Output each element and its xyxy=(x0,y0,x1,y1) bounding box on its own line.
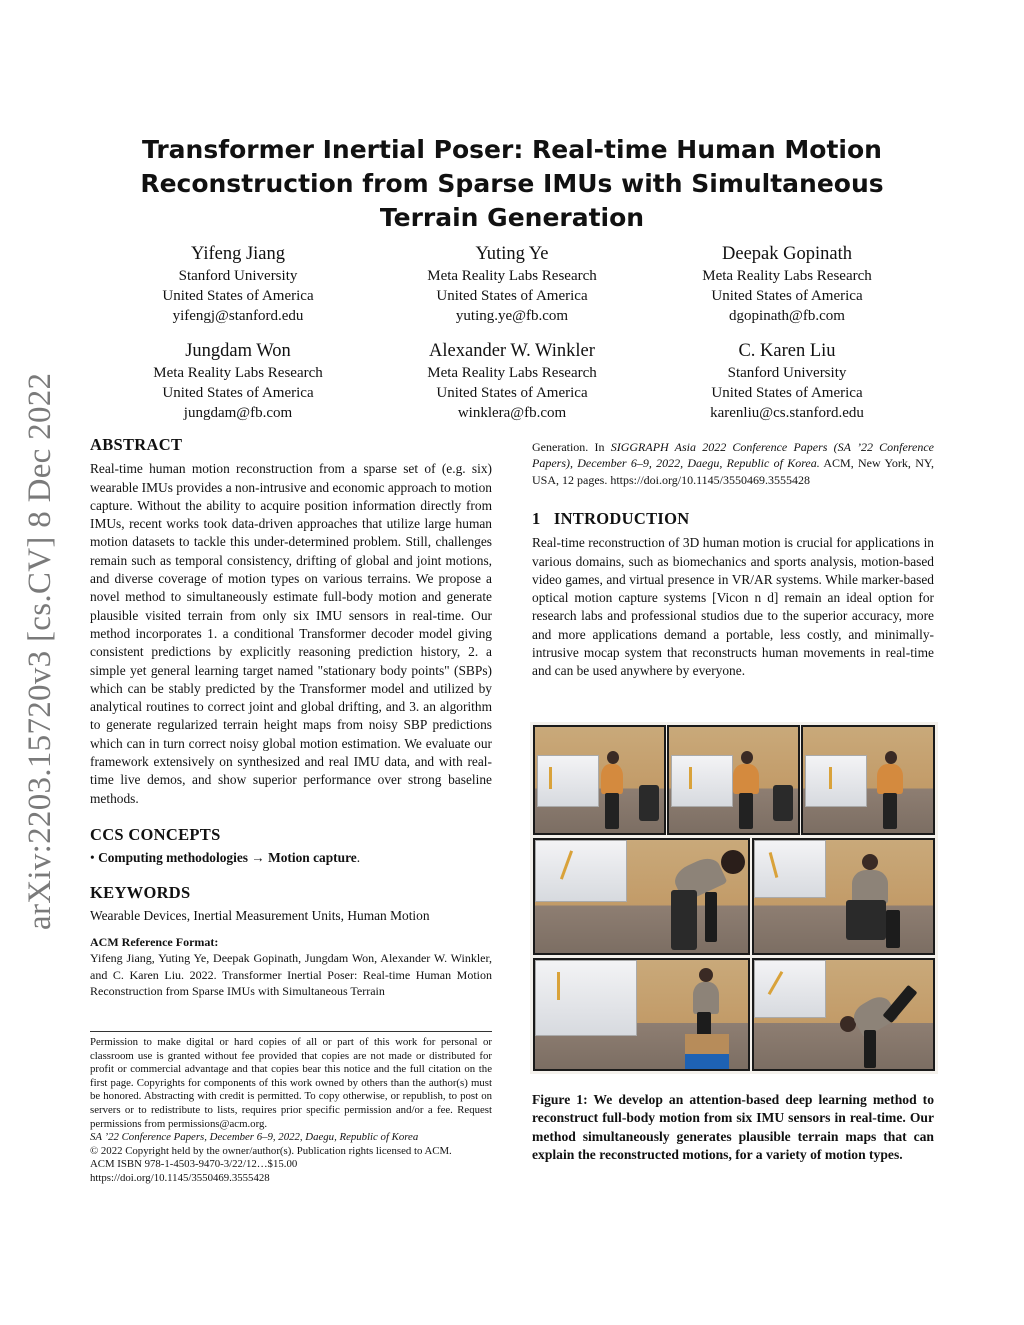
author-affiliation: Stanford University xyxy=(727,365,847,381)
keywords-text: Wearable Devices, Inertial Measurement Units, Human Motion xyxy=(90,907,430,923)
ccs-arrow: → xyxy=(251,850,265,866)
footnote-rule xyxy=(90,1031,492,1032)
permission-text: Permission to make digital or hard copies of all or part of this work for personal or classroom use is granted without fee provided that copies are not made or distributed for profit or commercial advantage and that copies bear this notice and the full citation on the first page. Copyrights for components of this work owned by others than the author(s) must be honored. Abstracting with credit is permitted. To copy otherwise, or republish, to post on servers or to redistribute to lists, requires prior specific permission and/or a fee. Request permissions from permissions@acm.org. xyxy=(90,1036,492,1130)
permission-doi: https://doi.org/10.1145/3550469.3555428 xyxy=(90,1171,270,1184)
author-country: United States of America xyxy=(711,288,863,304)
photo-scene-3 xyxy=(801,725,935,835)
author-name: Yuting Ye xyxy=(475,244,549,264)
photo-scene-6 xyxy=(533,958,750,1071)
paper-title: Transformer Inertial Poser: Real-time Human Motion Reconstruction from Sparse IMUs with Simultaneous Terrain Generation xyxy=(140,135,884,232)
acm-ref-cont-italic: SIGGRAPH Asia 2022 Conference Papers (SA ’22 Conference Papers), December 6–9, 2022, Daegu, Republic of Korea. xyxy=(532,440,935,471)
acm-ref-cont-1: Generation. In xyxy=(532,440,611,454)
author-block-1 xyxy=(108,242,368,326)
ccs-concepts xyxy=(90,849,492,867)
acm-reference-text: Yifeng Jiang, Yuting Ye, Deepak Gopinath, Jungdam Won, Alexander W. Winkler, and C. Karen Liu. 2022. Transformer Inertial Poser: Real-time Human Motion Reconstruction from Sparse IMUs with Simultaneous Terrain xyxy=(90,951,492,999)
introduction-section xyxy=(532,510,934,681)
author-name: Alexander W. Winkler xyxy=(429,341,595,361)
acm-reference xyxy=(90,934,492,999)
ccs-period: . xyxy=(356,850,361,866)
permission-copyright: © 2022 Copyright held by the owner/author(s). Publication rights licensed to ACM. xyxy=(90,1144,452,1157)
ccs-item-2: Motion capture xyxy=(268,850,357,866)
figure-1-caption: Figure 1: We develop an attention-based deep learning method to reconstruct full-body motion from six IMU sensors in real-time. Our method simultaneously generates plausible terrain maps that can explain the reconstructed motions, for a variety of motion types. xyxy=(532,1092,934,1162)
photo-scene-2 xyxy=(667,725,800,835)
author-name: C. Karen Liu xyxy=(738,341,836,361)
acm-ref-cont-2: ACM, New York, NY, USA, 12 pages. https://doi.org/10.1145/3550469.3555428 xyxy=(532,456,934,487)
ccs-heading: CCS CONCEPTS xyxy=(90,824,221,844)
author-email: yifengj@stanford.edu xyxy=(172,308,304,324)
author-email: winklera@fb.com xyxy=(457,405,567,421)
author-email: jungdam@fb.com xyxy=(183,405,293,421)
intro-heading xyxy=(532,510,934,528)
abstract-heading: ABSTRACT xyxy=(90,435,183,454)
intro-number: 1 xyxy=(532,509,541,528)
author-email: karenliu@cs.stanford.edu xyxy=(710,405,864,421)
author-block-2 xyxy=(382,242,642,326)
arxiv-stamp: arXiv:2203.15720v3 [cs.CV] 8 Dec 2022 xyxy=(22,372,58,930)
acm-reference-heading: ACM Reference Format: xyxy=(90,935,219,950)
abstract-text: Real-time human motion reconstruction from a sparse set of (e.g. six) wearable IMUs provides a non-intrusive and economic approach to motion capture. Without the ability to acquire position information directly from IMUs, recent works took data-driven approaches that utilize large human motion datasets to tackle this under-determined problem. Still, challenges remain such as temporal consistency, drifting of global and joint motions, and diverse coverage of motion types on various terrains. We propose a novel method to simultaneously estimate full-body motion and generate plausible visited terrain from only six IMU sensors in real-time. Our method incorporates 1. a conditional Transformer decoder model giving consistent predictions by explicitly reasoning prediction history, 2. a simple yet general learning target named "stationary body points" (SBPs) which can be stably predicted by the Transformer model and utilized by analytical routines to correct joint and global drifting, and 3. an algorithm to generate regularized terrain height maps from noisy SBP predictions which can in turn correct noisy global motion estimation. We evaluate our framework extensively on synthesized and real IMU data, and with real-time live demos, and show superior performance over strong baseline methods. xyxy=(90,461,492,806)
intro-text: Real-time reconstruction of 3D human motion is crucial for applications in various domains, such as biomechanics and sports analysis, motion-based video games, and virtual presence in VR/AR systems. While marker-based optical motion capture systems [Vicon n d] remain an ideal option for research labs and professional studios due to the superior accuracy, more and more applications demand a portable, less costly, and minimally-intrusive mocap system that reconstructs human movements in real-time and can be used anywhere by everyone. xyxy=(532,535,934,679)
left-column xyxy=(90,436,492,999)
author-block-3 xyxy=(657,242,917,326)
author-affiliation: Meta Reality Labs Research xyxy=(702,268,872,284)
author-email: dgopinath@fb.com xyxy=(729,308,845,324)
author-affiliation: Meta Reality Labs Research xyxy=(427,365,597,381)
intro-title: INTRODUCTION xyxy=(553,509,690,528)
keywords-heading: KEYWORDS xyxy=(90,882,191,902)
ccs-bullet: • xyxy=(90,850,95,866)
permission-isbn: ACM ISBN 978-1-4503-9470-3/22/12…$15.00 xyxy=(90,1158,298,1171)
photo-scene-5 xyxy=(752,838,935,955)
author-country: United States of America xyxy=(436,288,588,304)
permission-conference: SA ’22 Conference Papers, December 6–9, 2022, Daegu, Republic of Korea xyxy=(90,1131,419,1144)
author-block-6 xyxy=(657,339,917,423)
photo-scene-1 xyxy=(533,725,666,835)
permission-block xyxy=(90,1036,492,1186)
author-country: United States of America xyxy=(711,385,863,401)
author-block-5 xyxy=(382,339,642,423)
author-affiliation: Meta Reality Labs Research xyxy=(427,268,597,284)
author-name: Yifeng Jiang xyxy=(190,244,286,264)
author-country: United States of America xyxy=(162,288,314,304)
ccs-item-1: Computing methodologies xyxy=(98,850,248,866)
author-country: United States of America xyxy=(162,385,314,401)
author-block-4 xyxy=(108,339,368,423)
photo-scene-7 xyxy=(752,958,935,1071)
author-affiliation: Stanford University xyxy=(178,268,298,284)
author-email: yuting.ye@fb.com xyxy=(455,308,569,324)
acm-reference-continued xyxy=(532,439,934,488)
author-country: United States of America xyxy=(436,385,588,401)
author-name: Deepak Gopinath xyxy=(722,244,852,264)
author-affiliation: Meta Reality Labs Research xyxy=(153,365,323,381)
photo-scene-4 xyxy=(533,838,750,955)
author-name: Jungdam Won xyxy=(185,341,291,361)
figure-1-image xyxy=(530,722,938,1074)
